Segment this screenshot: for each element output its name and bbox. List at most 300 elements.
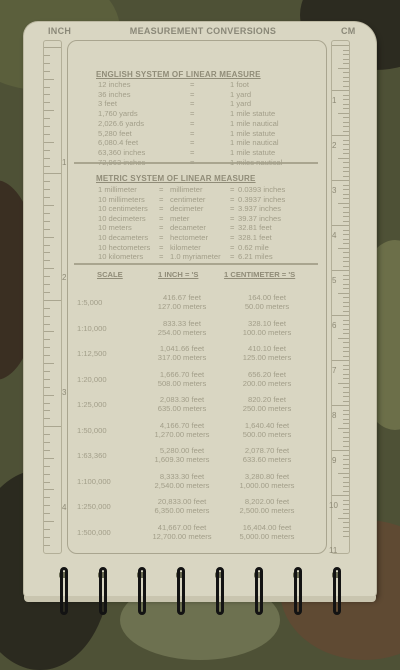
spiral-ring	[177, 567, 185, 615]
metric-cell: 10 centimeters	[98, 204, 148, 214]
metric-section-title: METRIC SYSTEM OF LINEAR MEASURE	[96, 174, 256, 183]
metric-cell: 1 millimeter	[98, 185, 137, 194]
metric-cell: 32.81 feet	[238, 223, 272, 233]
english-section-title: ENGLISH SYSTEM OF LINEAR MEASURE	[96, 70, 261, 79]
cm-ruler-number: 11	[329, 546, 338, 555]
metric-cell: =	[159, 204, 164, 214]
ruler-tick	[44, 442, 50, 443]
metric-cell: =	[230, 242, 235, 252]
inch-ruler-number: 1	[62, 158, 67, 167]
scale-column-header: SCALE	[97, 270, 123, 279]
english-cell: =	[190, 80, 195, 89]
ruler-tick	[343, 320, 349, 321]
english-cell: 1 yard	[230, 99, 252, 109]
ruler-tick	[343, 59, 349, 60]
ruler-tick	[343, 378, 349, 379]
spiral-ring	[216, 567, 224, 615]
ruler-tick	[338, 113, 349, 114]
ruler-tick	[343, 527, 349, 528]
ruler-tick	[343, 311, 349, 312]
cm-equivalent	[212, 344, 322, 362]
ruler-tick	[44, 403, 50, 404]
ruler-tick	[44, 347, 50, 348]
ruler-tick	[44, 292, 50, 293]
cm-equivalent	[212, 395, 322, 413]
inch-feet: 1,041.66 feet	[159, 344, 205, 353]
ruler-tick	[343, 306, 349, 307]
english-row	[74, 109, 318, 118]
metric-cell: 10 decimeters	[98, 213, 146, 223]
ruler-tick	[332, 225, 349, 226]
scale-value: 1:63,360	[77, 451, 107, 460]
ruler-tick	[44, 284, 50, 285]
ruler-tick	[343, 252, 349, 253]
ruler-tick	[343, 108, 349, 109]
metric-cell: =	[230, 223, 235, 233]
metric-cell: 10 meters	[98, 223, 132, 233]
metric-cell: decameter	[170, 223, 206, 233]
ruler-tick	[332, 180, 349, 181]
scale-value: 1:100,000	[77, 476, 111, 486]
english-cell: 1,760 yards	[98, 109, 138, 119]
spiral-ring	[60, 567, 68, 615]
ruler-tick	[44, 474, 50, 475]
english-cell: 72,963 inches	[98, 157, 146, 167]
inch-meters: 254.00 meters	[157, 327, 207, 337]
metric-cell: 10 hectometers	[98, 242, 151, 252]
ruler-tick	[343, 324, 349, 325]
inch-column-header: 1 INCH = 'S	[158, 270, 199, 279]
cm-feet: 16,404.00 feet	[242, 522, 292, 532]
cm-feet: 164.00 feet	[247, 293, 286, 302]
ruler-tick	[44, 505, 50, 506]
ruler-tick	[338, 158, 349, 159]
cm-feet: 1,640.40 feet	[244, 420, 290, 430]
cm-ruler-number: 9	[332, 456, 337, 465]
inch-ruler-label: INCH	[48, 26, 72, 36]
ruler-tick	[44, 63, 50, 64]
ruler-tick	[343, 387, 349, 388]
inch-meters: 317.00 meters	[157, 353, 207, 362]
cm-meters: 100.00 meters	[242, 327, 292, 337]
ruler-tick	[343, 122, 349, 123]
ruler-tick	[343, 275, 349, 276]
scale-value: 1:25,000	[77, 400, 107, 409]
ruler-tick	[44, 197, 50, 198]
ruler-tick	[343, 491, 349, 492]
english-cell: 1 mile nautical	[230, 118, 279, 128]
ruler-tick	[44, 94, 50, 95]
ruler-tick	[44, 189, 50, 190]
ruler-tick	[343, 149, 349, 150]
english-cell: 12 inches	[98, 80, 131, 89]
inch-meters: 127.00 meters	[157, 302, 207, 311]
cm-ruler-number: 3	[332, 186, 337, 195]
ruler-tick	[343, 536, 349, 537]
metric-cell: millimeter	[170, 185, 203, 194]
ruler-tick	[343, 369, 349, 370]
ruler-tick	[44, 229, 50, 230]
metric-cell: 0.3937 inches	[238, 194, 286, 204]
scale-value: 1:500,000	[77, 527, 111, 537]
english-cell: 1 mile nautical	[230, 138, 279, 148]
ruler-tick	[343, 329, 349, 330]
ruler-tick	[338, 293, 349, 294]
centimeter-column-header: 1 CENTIMETER = 'S	[224, 270, 296, 279]
ruler-tick	[343, 104, 349, 105]
cm-feet: 410.10 feet	[247, 344, 286, 353]
scale-value: 1:50,000	[77, 425, 107, 435]
ruler-tick	[44, 529, 50, 530]
inch-meters: 1,270.00 meters	[154, 429, 210, 439]
ruler-tick	[44, 102, 50, 103]
english-cell: 1 mile statute	[230, 147, 276, 157]
inch-feet: 1,666.70 feet	[159, 369, 205, 379]
ruler-tick	[343, 162, 349, 163]
inch-meters: 508.00 meters	[157, 378, 207, 388]
scale-value: 1:250,000	[77, 502, 111, 511]
cm-feet: 820.20 feet	[247, 395, 286, 404]
metric-cell: 328.1 feet	[238, 233, 272, 242]
ruler-tick	[44, 237, 54, 238]
cm-meters: 50.00 meters	[244, 302, 290, 311]
ruler-tick	[343, 131, 349, 132]
ruler-tick	[343, 500, 349, 501]
cm-meters: 633.60 meters	[242, 455, 292, 464]
ruler-tick	[44, 300, 61, 301]
scale-value: 1:20,000	[77, 374, 107, 384]
ruler-tick	[343, 356, 349, 357]
spiral-ring	[255, 567, 263, 615]
metric-cell: kilometer	[170, 242, 201, 252]
ruler-tick	[343, 284, 349, 285]
cm-equivalent	[212, 446, 322, 464]
english-cell: =	[190, 128, 195, 138]
metric-cell: 6.21 miles	[238, 252, 273, 262]
ruler-tick	[343, 464, 349, 465]
ruler-tick	[44, 150, 50, 151]
metric-row	[74, 195, 318, 204]
english-row	[74, 148, 318, 157]
cm-meters: 1,000.00 meters	[239, 480, 295, 490]
ruler-tick	[44, 110, 54, 111]
ruler-tick	[343, 221, 349, 222]
metric-cell: meter	[170, 213, 190, 223]
cm-equivalent	[212, 497, 322, 515]
ruler-tick	[343, 288, 349, 289]
inch-feet: 416.67 feet	[162, 293, 201, 302]
cm-equivalent	[212, 523, 322, 541]
ruler-tick	[44, 71, 50, 72]
ruler-tick	[343, 140, 349, 141]
cm-meters: 5,000.00 meters	[239, 531, 295, 541]
ruler-tick	[343, 477, 349, 478]
cm-ruler-number: 6	[332, 321, 337, 330]
ruler-tick	[343, 410, 349, 411]
ruler-tick	[44, 276, 50, 277]
ruler-tick	[343, 153, 349, 154]
cm-meters: 2,500.00 meters	[239, 506, 295, 515]
cm-feet: 656.20 feet	[247, 369, 286, 379]
english-cell: =	[190, 138, 195, 148]
ruler-tick	[343, 234, 349, 235]
ruler-tick	[332, 495, 349, 496]
ruler-tick	[343, 216, 349, 217]
ruler-tick	[44, 466, 50, 467]
ruler-tick	[343, 351, 349, 352]
ruler-tick	[343, 167, 349, 168]
ruler-tick	[343, 194, 349, 195]
ruler-tick	[332, 270, 349, 271]
ruler-tick	[343, 374, 349, 375]
ruler-tick	[343, 266, 349, 267]
ruler-tick	[332, 360, 349, 361]
metric-cell: =	[159, 223, 164, 233]
cm-ruler	[331, 40, 350, 554]
cm-equivalent	[212, 421, 322, 439]
metric-row	[74, 243, 318, 252]
ruler-tick	[343, 212, 349, 213]
ruler-tick	[44, 331, 54, 332]
metric-cell: hectometer	[170, 233, 208, 242]
ruler-tick	[332, 450, 349, 451]
ruler-tick	[44, 47, 61, 48]
cm-meters: 125.00 meters	[242, 353, 292, 362]
english-cell: 2,026.6 yards	[98, 118, 145, 128]
english-cell: 1 mile statute	[230, 109, 276, 119]
ruler-tick	[343, 239, 349, 240]
scale-value: 1:12,500	[77, 349, 107, 358]
inch-feet: 4,166.70 feet	[159, 420, 205, 430]
ruler-tick	[44, 418, 50, 419]
inch-meters: 1,609.30 meters	[154, 455, 210, 464]
english-cell: =	[190, 147, 195, 157]
ruler-tick	[332, 135, 349, 136]
english-row	[74, 90, 318, 99]
ruler-tick	[343, 414, 349, 415]
ruler-tick	[44, 497, 50, 498]
ruler-tick	[44, 181, 50, 182]
ruler-tick	[343, 441, 349, 442]
inch-ruler	[43, 40, 62, 554]
ruler-tick	[343, 230, 349, 231]
ruler-tick	[343, 198, 349, 199]
metric-row	[74, 204, 318, 213]
ruler-tick	[44, 87, 50, 88]
ruler-tick	[44, 489, 54, 490]
ruler-tick	[44, 118, 50, 119]
ruler-tick	[343, 468, 349, 469]
ruler-tick	[343, 185, 349, 186]
spiral-ring	[294, 567, 302, 615]
ruler-tick	[343, 531, 349, 532]
metric-cell: =	[230, 252, 235, 262]
cm-ruler-number: 2	[332, 141, 337, 150]
metric-cell: =	[230, 204, 235, 214]
ruler-tick	[343, 257, 349, 258]
inch-meters: 2,540.00 meters	[154, 480, 210, 490]
cm-equivalent	[212, 370, 322, 388]
metric-row	[74, 214, 318, 223]
metric-cell: 10 millimeters	[98, 194, 145, 204]
ruler-tick	[44, 158, 50, 159]
inch-meters: 635.00 meters	[157, 404, 207, 413]
ruler-tick	[343, 117, 349, 118]
inch-meters: 12,700.00 meters	[152, 531, 212, 541]
ruler-tick	[343, 261, 349, 262]
ruler-tick	[44, 126, 50, 127]
spiral-ring	[333, 567, 341, 615]
inch-meters: 6,350.00 meters	[154, 506, 210, 515]
ruler-tick	[343, 279, 349, 280]
metric-cell: =	[159, 213, 164, 223]
cm-equivalent	[212, 293, 322, 311]
english-cell: 1 mile statute	[230, 128, 276, 138]
inch-ruler-number: 3	[62, 388, 67, 397]
english-cell: =	[190, 99, 195, 109]
inch-feet: 20,833.00 feet	[157, 497, 207, 506]
metric-cell: =	[230, 233, 235, 242]
english-cell: 6,080.4 feet	[98, 138, 139, 148]
ruler-tick	[44, 458, 54, 459]
ruler-tick	[343, 522, 349, 523]
ruler-tick	[44, 339, 50, 340]
ruler-tick	[338, 68, 349, 69]
english-cell: =	[190, 118, 195, 128]
english-cell: 1 yard	[230, 89, 252, 99]
english-row	[74, 158, 318, 167]
ruler-tick	[44, 426, 61, 427]
cm-equivalent	[212, 319, 322, 337]
ruler-tick	[44, 324, 50, 325]
cm-ruler-number: 4	[332, 231, 337, 240]
ruler-tick	[44, 260, 50, 261]
english-cell: 1 foot	[230, 80, 249, 89]
ruler-tick	[44, 221, 50, 222]
ruler-tick	[44, 513, 50, 514]
english-cell: 5,280 feet	[98, 128, 132, 138]
ruler-tick	[44, 450, 50, 451]
ruler-tick	[44, 410, 50, 411]
ruler-tick	[343, 486, 349, 487]
ruler-tick	[343, 86, 349, 87]
ruler-tick	[44, 395, 54, 396]
inch-ruler-number: 2	[62, 273, 67, 282]
ruler-tick	[343, 144, 349, 145]
ruler-tick	[343, 54, 349, 55]
ruler-tick	[343, 342, 349, 343]
ruler-tick	[343, 81, 349, 82]
ruler-tick	[44, 79, 54, 80]
metric-row	[74, 185, 318, 194]
ruler-tick	[343, 77, 349, 78]
cm-feet: 328.10 feet	[247, 318, 286, 328]
card-bottom-edge	[24, 596, 376, 602]
ruler-tick	[343, 297, 349, 298]
ruler-tick	[343, 392, 349, 393]
ruler-tick	[343, 446, 349, 447]
cm-ruler-number: 10	[329, 501, 338, 510]
ruler-tick	[44, 482, 50, 483]
ruler-tick	[338, 248, 349, 249]
ruler-tick	[44, 205, 54, 206]
ruler-tick	[343, 455, 349, 456]
metric-row	[74, 223, 318, 232]
metric-cell: =	[159, 252, 164, 262]
english-cell: 63,360 inches	[98, 147, 146, 157]
metric-cell: =	[159, 185, 164, 194]
ruler-tick	[44, 521, 54, 522]
ruler-tick	[44, 166, 50, 167]
ruler-tick	[338, 473, 349, 474]
ruler-tick	[332, 90, 349, 91]
page-title: MEASUREMENT CONVERSIONS	[129, 26, 277, 36]
ruler-tick	[44, 142, 54, 143]
metric-cell: 0.0393 inches	[238, 185, 286, 194]
ruler-tick	[44, 355, 50, 356]
ruler-tick	[343, 126, 349, 127]
metric-cell: 3.937 inches	[238, 204, 282, 214]
ruler-tick	[44, 308, 50, 309]
metric-cell: =	[159, 242, 164, 252]
ruler-tick	[343, 419, 349, 420]
ruler-tick	[44, 252, 50, 253]
ruler-tick	[343, 423, 349, 424]
cm-feet: 8,202.00 feet	[244, 497, 290, 506]
cm-feet: 3,280.80 feet	[244, 471, 290, 481]
ruler-tick	[44, 387, 50, 388]
ruler-tick	[343, 509, 349, 510]
ruler-tick	[44, 134, 50, 135]
metric-row	[74, 233, 318, 242]
scale-value: 1:5,000	[77, 298, 103, 307]
ruler-tick	[343, 171, 349, 172]
ruler-tick	[343, 99, 349, 100]
inch-feet: 2,083.30 feet	[159, 395, 205, 404]
cm-ruler-number: 8	[332, 411, 337, 420]
english-row	[74, 99, 318, 108]
ruler-tick	[343, 72, 349, 73]
metric-cell: =	[230, 213, 235, 223]
metric-cell: =	[230, 194, 235, 204]
ruler-tick	[343, 396, 349, 397]
spiral-ring	[138, 567, 146, 615]
ruler-tick	[343, 189, 349, 190]
inch-feet: 5,280.00 feet	[159, 446, 205, 455]
ruler-tick	[44, 371, 50, 372]
ruler-tick	[343, 333, 349, 334]
metric-cell: 0.62 mile	[238, 242, 269, 252]
metric-cell: =	[230, 185, 235, 194]
ruler-tick	[44, 434, 50, 435]
ruler-tick	[44, 268, 54, 269]
english-cell: 1 miles nautical	[230, 157, 283, 167]
english-cell: 3 feet	[98, 99, 117, 109]
ruler-tick	[343, 95, 349, 96]
ruler-tick	[338, 203, 349, 204]
ruler-tick	[343, 459, 349, 460]
ruler-tick	[44, 316, 50, 317]
scale-value: 1:10,000	[77, 323, 107, 333]
spiral-ring	[99, 567, 107, 615]
ruler-tick	[332, 405, 349, 406]
metric-cell: 1.0 myriameter	[170, 252, 221, 262]
section-divider	[74, 263, 318, 265]
cm-meters: 200.00 meters	[242, 378, 292, 388]
english-cell: =	[190, 109, 195, 119]
ruler-tick	[332, 45, 349, 46]
metric-cell: =	[159, 194, 164, 204]
